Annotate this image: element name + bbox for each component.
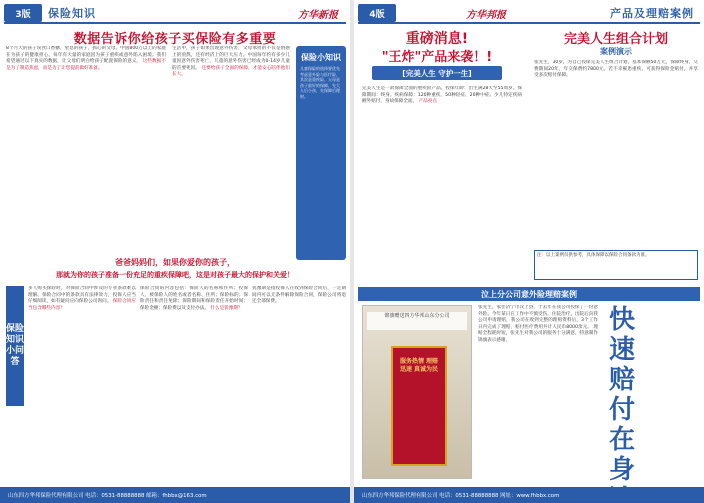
case-description xyxy=(534,60,698,246)
article-column-2 xyxy=(172,46,290,256)
right-header xyxy=(358,4,700,24)
left-footer: 山东四方华邦保险代理有限公司 电话：0531-88888888 邮箱：fhbbx@163.com xyxy=(0,487,350,503)
claim-text: 张先生，家住济宁市汶上县，于去年在我公司投保了一份意外险。今年某日在工作中不慎受伤，住院治疗。出院后向我公司申请理赔，我公司在收到完整的理赔资料后，3个工作日内完成了理赔，赔付医疗费用共计人民币8000余元。 xyxy=(478,305,598,330)
qa-column-3 xyxy=(252,286,346,482)
product-text: 完美人生是一款保障全面的重疾险产品。投保年龄：出生满28天至55周岁。保障期间：终身。疾病保障：120种重疾、50种轻症、20种中症。少儿特定疾病额外赔付，身故保障全面。 xyxy=(362,86,522,105)
qa-text: 保险合同的内容包括：保险人的名称和住所；投保人、被保险人的姓名或者名称、住所；保险标的；保险责任和责任免除；保险期间和保险责任开始时间；保险金额；保险费以及支付办法。 xyxy=(140,286,248,311)
article-highlight: 还要给孩子全面的保障，才能安心陪伴他们长大。 xyxy=(172,65,290,78)
sidebar-title: 保险小知识 xyxy=(301,53,341,62)
sidebar-body: 儿童保险的选择要优先考虑意外险与医疗险，其次是重疾险。父母是孩子最好的保障，先大人后小孩，先保障后理财。 xyxy=(300,66,340,99)
page-badge: 3版 xyxy=(4,4,42,22)
qa-column-2 xyxy=(140,286,248,482)
claim-story xyxy=(478,305,598,483)
sidebar-box xyxy=(296,46,346,260)
case-text: 张先生，30岁，为自己投保完美人生组合计划，基本保额50万元，保障终身，交费期间20年，年交保费约7800元。若不幸罹患重疾，可获得保险金赔付，并享受多次赔付保障。 xyxy=(534,60,698,79)
qa-text: 犹豫期是指投保人在收到保险合同后，一定期间内可以无条件解除保险合同，保险公司将退还全部保费。 xyxy=(252,286,346,305)
mid-banner-line-2: 那就为你的孩子准备一份充足的重疾保障吧，这是对孩子最大的保护和关爱！ xyxy=(56,271,294,279)
left-header xyxy=(4,4,346,24)
claim-case-banner: 泣上分公司意外险理赔案例 xyxy=(358,287,700,301)
promo-tagline: [完美人生 守护一生] xyxy=(372,66,502,80)
fast-claim-slogan: 快速赔付在身 xyxy=(608,305,635,485)
qa-vertical-label: 保险知识小问答 xyxy=(6,286,24,406)
right-page xyxy=(354,0,704,503)
disclaimer-box: 注：以上案例仅供参考，具体保障以保险合同条款为准。 xyxy=(534,250,698,280)
article-highlight: 这些数据不是为了制造焦虑，而是为了让您提前做好准备。 xyxy=(6,59,166,71)
right-footer: 山东四方华邦保险代理有限公司 电话：0531-88888888 网址：www.fhbbx.com xyxy=(354,487,704,503)
promo-title: 重磅消息! xyxy=(405,31,469,47)
article-column-1 xyxy=(6,46,166,256)
qa-question: 保险合同应当包含哪些内容？ xyxy=(28,299,136,311)
article-text: 8个月大的孩子误食口香糖，窒息的孩子，抓心的父母。中国800万以上的家庭在为孩子的健康担心。每年有大量的家庭因为孩子重疾或意外陷入困境。我们希望通过以下真实的数据，让父母们明白给孩子配置保险的意义。 xyxy=(6,46,166,65)
silk-banner-image xyxy=(391,346,447,466)
brand-logo: 方华邦报 xyxy=(466,9,506,21)
article-text: 生活中，孩子如果出现意外伤害，父母承担的不仅是情感上的煎熬，还有经济上的巨大压力。中国每年约有多少儿童因意外伤害死亡，儿童的意外伤害已经成为0-14岁儿童的首要死因。 xyxy=(172,46,290,71)
plan-title: 完美人生组合计划 xyxy=(563,32,668,47)
qa-question: 什么是犹豫期？ xyxy=(210,305,243,311)
main-headline: 数据告诉你给孩子买保险有多重要 xyxy=(73,32,277,47)
section-label: 产品及理赔案例 xyxy=(610,7,694,20)
left-page xyxy=(0,0,350,503)
photo-caption: 锦旗赠送四方华邦山东分公司 xyxy=(367,312,467,330)
plan-subtitle: 案例演示 xyxy=(600,47,632,56)
brand-logo: 方华新报 xyxy=(298,9,338,21)
claim-text-end: 理赔全程耗时短，张先生对我公司的服务十分满意，特意制作锦旗表示感谢。 xyxy=(478,324,598,343)
page-badge: 4版 xyxy=(358,4,396,22)
product-description xyxy=(362,86,522,282)
product-highlight: 产品亮点 xyxy=(418,99,437,105)
qa-text: 多人购买保险时，对保险合同中涉及的专业条款难以理解。保险合同中的条款具有法律效力，投保人应当仔细阅读，如有疑问应向保险公司询问。 xyxy=(28,286,136,305)
promo-subtitle: "王炸"产品来袭！! xyxy=(381,50,493,65)
mid-banner-line-1: 爸爸妈妈们，如果你爱你的孩子， xyxy=(115,258,235,267)
banner-photo xyxy=(362,305,472,479)
qa-column-1 xyxy=(28,286,136,482)
banner-text: 服务热情 理赔迅速 真诚为民 xyxy=(399,358,439,373)
section-label: 保险知识 xyxy=(48,7,96,20)
